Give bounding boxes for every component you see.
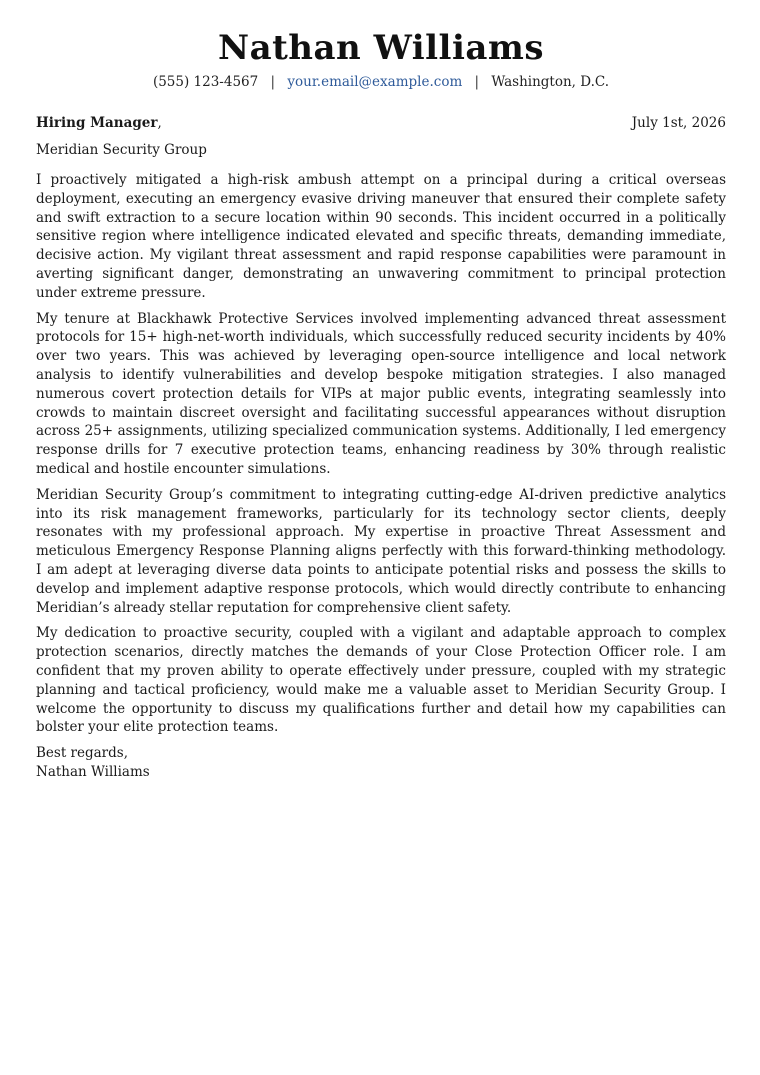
recipient-comma: , <box>157 115 162 131</box>
letter-date: July 1st, 2026 <box>631 115 726 131</box>
body-paragraph-2: My tenure at Blackhawk Protective Services involved implementing advanced threat assessment protocols for 15+ high-net-worth individuals, which successfully reduced security incidents by 40% over two years. This was achieved by leveraging open-source intelligence and local network analysis to identify vulnerabilities and develop bespoke mitigation strategies. I also managed numerous covert protection details for VIPs at major public events, integrating seamlessly into crowds to maintain discreet oversight and facilitating successful appearances without disruption across 25+ assignments, utilizing specialized communication systems. Additionally, I led emergency response drills for 7 executive protection teams, enhancing readiness by 30% through realistic medical and hostile encounter simulations. <box>36 310 726 477</box>
closing-block <box>36 744 726 782</box>
location: Washington, D.C. <box>491 74 610 90</box>
email-link[interactable]: your.email@example.com <box>287 74 463 90</box>
applicant-name: Nathan Williams <box>217 28 545 68</box>
letter-body <box>36 171 726 737</box>
company-name: Meridian Security Group <box>36 142 207 158</box>
recipient: Hiring Manager <box>36 115 158 131</box>
body-paragraph-1: I proactively mitigated a high-risk ambush attempt on a principal during a critical overseas deployment, executing an emergency evasive driving maneuver that ensured their complete safety and swift extraction to a secure location within 90 seconds. This incident occurred in a politically sensitive region where intelligence indicated elevated and specific threats, demanding immediate, decisive action. My vigilant threat assessment and rapid response capabilities were paramount in averting significant danger, demonstrating an unwavering commitment to principal protection under extreme pressure. <box>36 172 726 301</box>
body-paragraph-3: Meridian Security Group’s commitment to integrating cutting-edge AI-driven predictive analytics into its risk management frameworks, particularly for its technology sector clients, deeply resonates with my professional approach. My expertise in proactive Threat Assessment and meticulous Emergency Response Planning aligns perfectly with this forward-thinking methodology. I am adept at leveraging diverse data points to anticipate potential risks and possess the skills to develop and implement adaptive response protocols, which would directly contribute to enhancing Meridian’s already stellar reputation for comprehensive client safety. <box>36 486 726 616</box>
body-paragraph-4: My dedication to proactive security, coupled with a vigilant and adaptable approach to complex protection scenarios, directly matches the demands of your Close Protection Officer role. I am confident that my proven ability to operate effectively under pressure, coupled with my strategic planning and tactical proficiency, would make me a valuable asset to Meridian Security Group. I welcome the opportunity to discuss my qualifications further and detail how my capabilities can bolster your elite protection teams. <box>36 625 726 736</box>
phone-number: (555) 123-4567 <box>152 74 259 90</box>
contact-line <box>36 72 726 92</box>
recipient-line <box>36 114 162 132</box>
closing-phrase: Best regards, <box>36 745 129 762</box>
recipient-date-row <box>36 114 726 132</box>
contact-separator: | <box>474 74 480 90</box>
contact-separator: | <box>270 74 276 90</box>
signature: Nathan Williams <box>36 764 150 781</box>
